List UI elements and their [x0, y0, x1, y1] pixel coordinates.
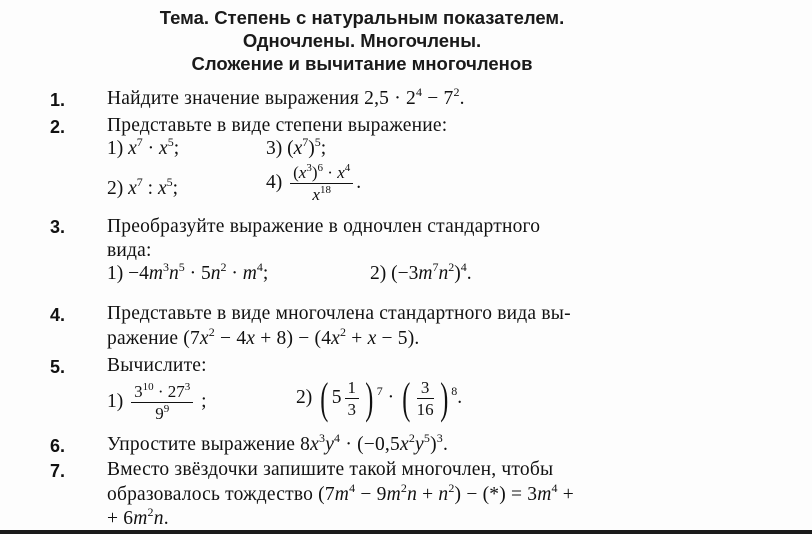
- task-1-number: 1.: [50, 90, 66, 110]
- task-2-item-1-label: 1): [107, 138, 124, 159]
- task-4-prefix: ражение: [107, 328, 179, 349]
- task-3-item-1-label: 1): [107, 263, 124, 284]
- worksheet-header: [0, 6, 724, 75]
- task-6-text: Упростите выражение $8x^3y^4 \cdot (-0,5x^2y^5)^3$.: [107, 431, 449, 455]
- task-3-item-2-label: 2): [370, 263, 387, 284]
- task-4-text-line2: ражение $(7x^2 - 4x + 8) - (4x^2 + x - 5)$.: [107, 325, 420, 349]
- task-2-item-1: 1) $x^7 \cdot x^5$;: [107, 135, 180, 159]
- task-3-number: 3.: [50, 217, 66, 237]
- task-5-text: Вычислите:: [107, 355, 207, 376]
- task-2-item-4-label: 4): [266, 171, 283, 193]
- header-line-3: Сложение и вычитание многочленов: [191, 53, 533, 74]
- task-6-number: 6.: [50, 436, 66, 456]
- task-3-text-line2: вида:: [107, 240, 152, 261]
- task-2-text: Представьте в виде степени выражение:: [107, 115, 448, 136]
- task-7-text-line3: + $6m^2n$.: [107, 505, 169, 529]
- task-1-rest: − 7: [422, 88, 454, 109]
- task-3-item-1: $1) -4m^3n^5 \cdot 5n^2 \cdot m^4$;: [107, 260, 269, 284]
- task-2-item-2-label: 2): [107, 178, 124, 199]
- task-6-prefix: Упростите выражение: [107, 434, 296, 455]
- task-3-item-2: 2) $(-3m^7n^2)^4$.: [370, 260, 472, 284]
- task-7-prefix: образовалось тождество: [107, 484, 314, 505]
- task-5-number: 5.: [50, 357, 66, 377]
- task-1-exp2: 2: [453, 85, 460, 99]
- task-4-number: 4.: [50, 305, 66, 325]
- task-2-item-2: 2) $x^7$ : $x^5$;: [107, 175, 179, 199]
- task-1-text: [107, 85, 465, 110]
- task-5-item-2-label: 2): [296, 386, 313, 408]
- topic-title: Степень с натуральным показателем.: [214, 7, 565, 28]
- task-5-fraction-1: $\frac{3^{10} \cdot 27^3}{9^9}$: [131, 382, 193, 423]
- topic-label: Тема.: [159, 7, 210, 28]
- task-7-text-line2: образовалось тождество $(7m^4 - 9m^2n + n^2)$ − (*) = $3m^4$ +: [107, 481, 575, 505]
- task-3-text-line1: Преобразуйте выражение в одночлен стандартного: [107, 216, 541, 237]
- task-2-item-3-label: 3): [266, 138, 283, 159]
- task-7-text-line1: Вместо звёздочки запишите такой многочлен, чтобы: [107, 459, 554, 480]
- task-5-item-2: 2) ( 5 $\frac{1}{3}$ ) $^7$ · ( $\frac{3}{16}$ ) $^8$.: [296, 373, 463, 423]
- task-2-fraction: $\frac{(x^3)^6 \cdot x^4}{x^{18}}$: [290, 163, 353, 204]
- task-2-item-3: 3) $(x^7)^5$;: [266, 135, 327, 159]
- task-1-prefix: Найдите значение выражения 2,5 · 2: [107, 88, 416, 109]
- task-5-item-1: 1) $\frac{3^{10} \cdot 27^3}{9^9}$ ;: [107, 381, 207, 423]
- bottom-border: [0, 530, 812, 534]
- task-7-number: 7.: [50, 461, 66, 481]
- task-5-item-1-label: 1): [107, 390, 124, 412]
- task-2-number: 2.: [50, 117, 66, 137]
- task-4-text-line1: Представьте в виде многочлена стандартного вида вы-: [107, 303, 571, 324]
- task-1-exp1: 4: [415, 85, 423, 99]
- task-1-end: .: [459, 88, 465, 109]
- header-line-2: Одночлены. Многочлены.: [242, 30, 482, 51]
- task-2-item-4: 4) $\frac{(x^3)^6 \cdot x^4}{x^{18}}$ .: [266, 162, 362, 204]
- header-line-1: [0, 6, 724, 29]
